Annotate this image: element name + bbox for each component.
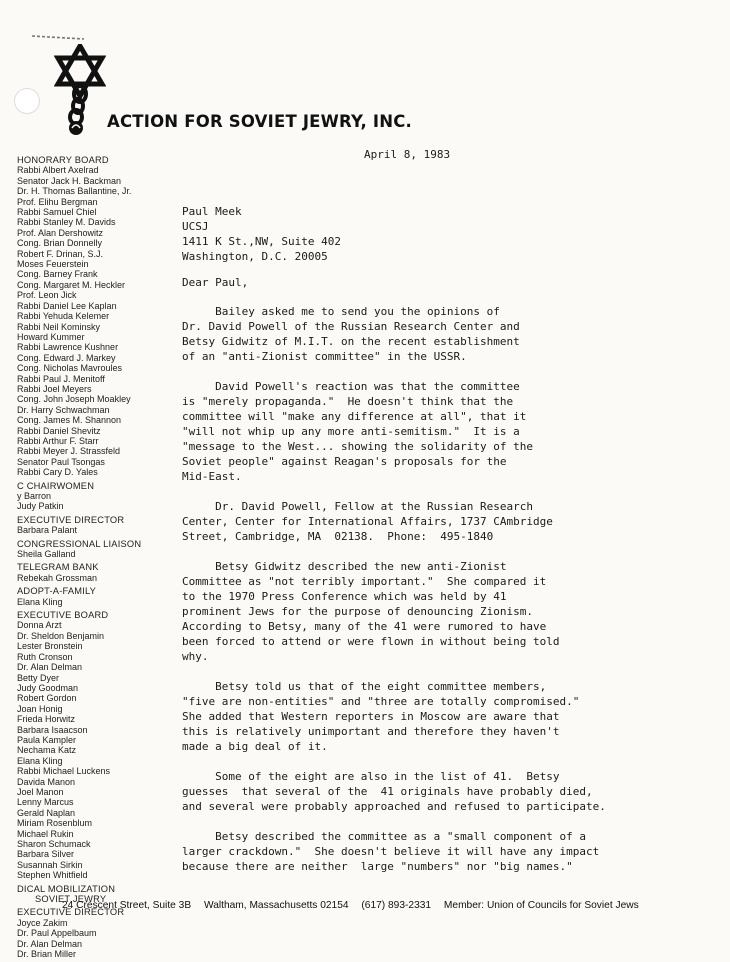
sidebar-section xyxy=(17,586,167,607)
sidebar-section xyxy=(17,515,167,536)
sidebar-member-name: Rabbi Daniel Shevitz xyxy=(17,425,101,436)
sidebar-section-heading: CONGRESSIONAL LIAISON xyxy=(17,538,142,549)
sidebar-section-heading: EXECUTIVE BOARD xyxy=(17,610,109,621)
address-line: Washington, D.C. 20005 xyxy=(182,250,328,263)
letter-body xyxy=(182,304,652,889)
sidebar-member-name: Robert Gordon xyxy=(17,693,77,704)
sidebar-member-name: Robert F. Drinan, S.J. xyxy=(17,248,104,259)
sidebar-member-name: Joel Manon xyxy=(17,786,64,797)
sidebar-member-name: Joyce Zakim xyxy=(17,917,68,928)
address-line: Paul Meek xyxy=(182,205,242,218)
letter-paragraph: Bailey asked me to send you the opinions of Dr. David Powell of the Russian Research Center and Betsy Gidwitz of M.I.T. on the recent establishment of an "anti-Zionist committee" in the USSR. xyxy=(182,305,520,363)
sidebar-member-name: Prof. Alan Dershowitz xyxy=(17,227,104,238)
sidebar-member-name: Sheila Galland xyxy=(17,549,76,560)
sidebar-member-name: Frieda Horwitz xyxy=(17,714,76,725)
letter-paragraph: Betsy Gidwitz described the new anti-Zionist Committee as "not terribly important." She compared it to the 1970 Press Conference which was held by 41 prominent Jews for the purpose of denouncing Zionism. According to Betsy, many of the 41 were rumored to have been forced to attend or were flown in without being told why. xyxy=(182,560,560,663)
footer-city: Waltham, Massachusetts 02154 xyxy=(203,900,349,911)
sidebar-section xyxy=(17,155,167,478)
sidebar-member-name: Cong. Brian Donnelly xyxy=(17,238,103,249)
sidebar-member-name: Senator Jack H. Backman xyxy=(17,175,122,186)
sidebar-member-name: Elana Kling xyxy=(17,596,63,607)
sidebar-member-name: Rabbi Lawrence Kushner xyxy=(17,342,119,353)
letter-paragraph: Betsy told us that of the eight committee members, "five are non-entities" and "three are totally compromised." She added that Western reporters in Moscow are aware that this is relatively unimportant and therefore they haven't made a big deal of it. xyxy=(182,680,580,753)
organization-name: ACTION FOR SOVIET JEWRY, INC. xyxy=(107,112,413,131)
sidebar-member-name: Nechama Katz xyxy=(17,745,77,756)
sidebar-section xyxy=(17,610,167,881)
sidebar-member-name: Rabbi Paul J. Menitoff xyxy=(17,373,105,384)
sidebar-member-name: Susannah Sirkin xyxy=(17,859,83,870)
sidebar-member-name: Dr. Paul Appelbaum xyxy=(17,928,97,939)
sidebar-member-name: Dr. Sheldon Benjamin xyxy=(17,630,105,641)
sidebar-member-name: Dr. Alan Delman xyxy=(17,662,83,673)
footer-member: Member: Union of Councils for Soviet Jews xyxy=(443,900,639,911)
sidebar-member-name: Rabbi Stanley M. Davids xyxy=(17,217,116,228)
letter-paragraph: Dr. David Powell, Fellow at the Russian Research Center, Center for International Affairs, 1737 CAmbridge Street, Cambridge, MA 02138. Phone: 495-1840 xyxy=(182,500,553,543)
sidebar-member-name: Rabbi Michael Luckens xyxy=(17,766,111,777)
sidebar-member-name: Donna Arzt xyxy=(17,620,62,631)
footer-phone: (617) 893-2331 xyxy=(361,900,432,911)
sidebar-member-name: Barbara Palant xyxy=(17,525,78,536)
sidebar-member-name: Rabbi Albert Axelrad xyxy=(17,165,99,176)
salutation: Dear Paul, xyxy=(182,276,249,289)
footer-street: 24 Crescent Street, Suite 3B xyxy=(62,900,192,911)
letterhead-sidebar xyxy=(17,155,167,962)
sidebar-member-name: Dr. Brian Miller xyxy=(17,949,77,960)
sidebar-member-name: Stephen Whitfield xyxy=(17,870,88,881)
sidebar-member-name: Cong. Edward J. Markey xyxy=(17,352,116,363)
sidebar-member-name: Rabbi Neil Kominsky xyxy=(17,321,101,332)
sidebar-section xyxy=(17,539,167,560)
recipient-address xyxy=(182,204,341,264)
sidebar-member-name: Lenny Marcus xyxy=(17,797,74,808)
sidebar-section-heading: EXECUTIVE DIRECTOR xyxy=(17,907,125,918)
sidebar-member-name: Paula Kampler xyxy=(17,734,77,745)
letter-paragraph: Some of the eight are also in the list of 41. Betsy guesses that several of the 41 originals have probably died, and several were probably approached and refused to participate. xyxy=(182,770,606,813)
sidebar-member-name: Sharon Schumack xyxy=(17,839,91,849)
address-line: UCSJ xyxy=(182,220,209,233)
sidebar-section-heading: SOVIET JEWRY xyxy=(35,894,107,905)
sidebar-member-name: Miriam Rosenblum xyxy=(17,818,93,829)
star-of-david-chain-logo-icon xyxy=(54,44,106,136)
sidebar-member-name: Lester Bronstein xyxy=(17,641,83,652)
sidebar-section-heading: HONORARY BOARD xyxy=(17,155,109,165)
letter-paragraph: David Powell's reaction was that the committee is "merely propaganda." He doesn't think that the committee will "make any difference at all", that it "will not whip up any more anti-semitism." It is a "message to the West... showing the solidarity of the Soviet people" against Reagan's proposals for the Mid-East. xyxy=(182,380,533,483)
sidebar-section-heading: C CHAIRWOMEN xyxy=(17,480,95,491)
sidebar-member-name: Prof. Elihu Bergman xyxy=(17,196,98,207)
sidebar-member-name: Cong. Nicholas Mavroules xyxy=(17,363,123,374)
letterhead-footer xyxy=(62,900,682,911)
sidebar-section xyxy=(17,907,167,959)
sidebar-member-name: Moses Feuerstein xyxy=(17,259,89,270)
sidebar-section xyxy=(17,481,167,512)
sidebar-section-heading: DICAL MOBILIZATION xyxy=(17,883,116,894)
pencil-mark xyxy=(30,32,88,42)
sidebar-member-name: Howard Kummer xyxy=(17,331,85,342)
sidebar-member-name: Gerald Naplan xyxy=(17,807,76,818)
hole-punch xyxy=(14,88,40,114)
sidebar-member-name: Cong. Barney Frank xyxy=(17,269,98,280)
letter-paragraph: Betsy described the committee as a "small component of a larger crackdown." She doesn't believe it will have any impact because there are neither large "numbers" nor "big names." xyxy=(182,830,600,873)
sidebar-member-name: Cong. James M. Shannon xyxy=(17,415,122,426)
letter-date: April 8, 1983 xyxy=(364,148,451,161)
sidebar-member-name: Joan Honig xyxy=(17,703,63,714)
sidebar-member-name: Cong. John Joseph Moakley xyxy=(17,394,131,405)
sidebar-member-name: Rebekah Grossman xyxy=(17,572,98,583)
sidebar-member-name: Cong. Margaret M. Heckler xyxy=(17,279,126,290)
sidebar-member-name: Michael Rukin xyxy=(17,828,74,839)
sidebar-member-name: Barbara Isaacson xyxy=(17,724,88,735)
sidebar-section-heading: ADOPT-A-FAMILY xyxy=(17,586,97,597)
sidebar-member-name: Rabbi Daniel Lee Kaplan xyxy=(17,300,117,311)
sidebar-member-name: Judy Patkin xyxy=(17,501,64,512)
sidebar-member-name: Ruth Cronson xyxy=(17,651,73,662)
sidebar-member-name: Davida Manon xyxy=(17,776,76,787)
sidebar-member-name: Prof. Leon Jick xyxy=(17,290,77,301)
sidebar-section xyxy=(17,562,167,583)
sidebar-section-heading: TELEGRAM BANK xyxy=(17,562,99,573)
sidebar-member-name: Rabbi Meyer J. Strassfeld xyxy=(17,446,121,457)
sidebar-member-name: Rabbi Arthur F. Starr xyxy=(17,435,99,446)
sidebar-member-name: Judy Goodman xyxy=(17,682,79,693)
sidebar-member-name: Rabbi Joel Meyers xyxy=(17,383,92,394)
sidebar-section-heading: EXECUTIVE DIRECTOR xyxy=(17,514,125,525)
sidebar-member-name: Betty Dyer xyxy=(17,672,60,683)
sidebar-member-name: Rabbi Cary D. Yales xyxy=(17,467,98,478)
sidebar-member-name: y Barron xyxy=(17,491,52,501)
sidebar-member-name: Rabbi Samuel Chiel xyxy=(17,207,97,218)
sidebar-member-name: Senator Paul Tsongas xyxy=(17,456,105,467)
sidebar-member-name: Dr. H. Thomas Ballantine, Jr. xyxy=(17,186,132,197)
sidebar-member-name: Elana Kling xyxy=(17,755,63,766)
sidebar-member-name: Dr. Harry Schwachman xyxy=(17,404,110,415)
sidebar-member-name: Barbara Silver xyxy=(17,849,75,860)
sidebar-member-name: Dr. Alan Delman xyxy=(17,938,83,949)
sidebar-member-name: Rabbi Yehuda Kelemer xyxy=(17,311,110,322)
address-line: 1411 K St.,NW, Suite 402 xyxy=(182,235,341,248)
